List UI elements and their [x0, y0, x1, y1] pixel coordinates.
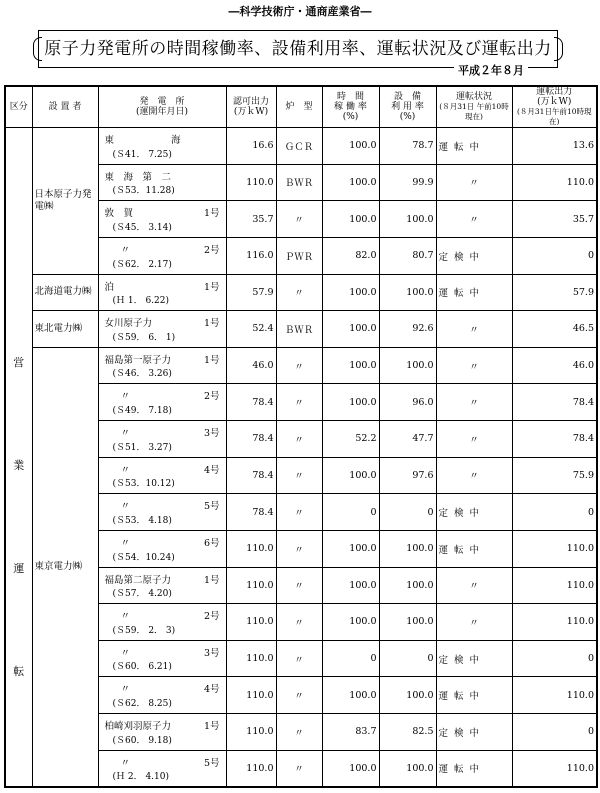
- plant-cell: [98, 237, 226, 274]
- plant-name: 〃: [120, 647, 131, 659]
- util-rate-cell: 82.5: [379, 714, 436, 751]
- header-plant-label: 発 電 所: [139, 97, 185, 107]
- status-cell: 〃: [436, 567, 512, 604]
- status-cell: 定検中: [436, 640, 512, 677]
- util-rate-cell: 100.0: [379, 274, 436, 311]
- plant-unit: 1号: [203, 318, 220, 330]
- capacity-cell: 116.0: [226, 237, 276, 274]
- header-time-rate-label: 時 間: [336, 92, 364, 102]
- util-rate-cell: 47.7: [379, 421, 436, 458]
- plant-cell: [98, 494, 226, 531]
- reactor-cell: ＧＣＲ: [276, 128, 322, 165]
- reactor-cell: 〃: [276, 274, 322, 311]
- reactor-cell: 〃: [276, 347, 322, 384]
- capacity-cell: 110.0: [226, 750, 276, 787]
- plant-date: (Ｓ59． 2． 3): [112, 625, 176, 636]
- plant-date: (Ｓ49． 7.18): [112, 406, 172, 416]
- output-cell: 46.5: [512, 311, 597, 348]
- header-time-rate-unit: (%): [342, 112, 359, 122]
- plant-date: (Ｓ60． 9.18): [112, 735, 172, 746]
- header-capacity-label: 認可出力: [232, 97, 269, 107]
- plant-date: (Ｓ60． 6.21): [112, 662, 172, 673]
- header-util-rate-label: 設 備: [393, 92, 421, 102]
- plant-name: 敦 賀: [104, 208, 134, 220]
- reactor-cell: 〃: [276, 604, 322, 641]
- plant-cell: [98, 567, 226, 604]
- header-status-sub: (８月31日 午前10時現在): [439, 102, 509, 121]
- header-company: 設 置 者: [32, 86, 98, 128]
- util-rate-cell: 80.7: [379, 237, 436, 274]
- output-cell: 0: [512, 494, 597, 531]
- table-row: [5, 311, 597, 348]
- output-cell: 78.4: [512, 384, 597, 421]
- util-rate-cell: 0: [379, 640, 436, 677]
- plant-cell: [98, 347, 226, 384]
- plant-date: (Ｓ62． 8.25): [112, 699, 172, 709]
- header-util-rate-unit: (%): [399, 112, 416, 122]
- kubun-char: 業: [13, 459, 25, 472]
- header-output-label: 運転出力: [536, 87, 573, 97]
- time-rate-cell: 52.2: [322, 421, 379, 458]
- util-rate-cell: 0: [379, 494, 436, 531]
- time-rate-cell: 100.0: [322, 347, 379, 384]
- plant-date: (Ｓ54．10.24): [112, 552, 175, 563]
- time-rate-cell: 0: [322, 494, 379, 531]
- reactor-cell: 〃: [276, 640, 322, 677]
- status-cell: 運転中: [436, 530, 512, 567]
- plant-name: 東 海: [104, 135, 181, 146]
- status-cell: 運転中: [436, 274, 512, 311]
- status-cell: 〃: [436, 457, 512, 494]
- util-rate-cell: 92.6: [379, 311, 436, 348]
- plant-cell: [98, 164, 226, 201]
- util-rate-cell: 96.0: [379, 384, 436, 421]
- header-status: [436, 86, 512, 128]
- company-cell: 東京電力㈱: [32, 347, 98, 787]
- capacity-cell: 110.0: [226, 640, 276, 677]
- status-cell: 〃: [436, 421, 512, 458]
- capacity-cell: 57.9: [226, 274, 276, 311]
- plant-unit: 1号: [203, 208, 220, 220]
- plant-cell: [98, 750, 226, 787]
- plant-date: (Ｈ 2． 4.10): [112, 772, 170, 782]
- time-rate-cell: 100.0: [322, 604, 379, 641]
- time-rate-cell: 83.7: [322, 714, 379, 751]
- status-cell: 運転中: [436, 750, 512, 787]
- reactor-cell: 〃: [276, 714, 322, 751]
- reactor-cell: 〃: [276, 677, 322, 714]
- status-cell: 〃: [436, 384, 512, 421]
- plant-unit: 5号: [203, 501, 220, 513]
- capacity-cell: 78.4: [226, 384, 276, 421]
- output-cell: 35.7: [512, 201, 597, 238]
- plant-unit: 2号: [203, 611, 220, 623]
- header-util-rate-label2: 利 用 率: [391, 102, 424, 112]
- plant-name: 女川原子力: [104, 318, 153, 330]
- plant-unit: 1号: [203, 574, 220, 586]
- capacity-cell: 110.0: [226, 677, 276, 714]
- status-cell: 定検中: [436, 714, 512, 751]
- time-rate-cell: 100.0: [322, 567, 379, 604]
- output-cell: 110.0: [512, 677, 597, 714]
- agency-line: ―科学技術庁・通商産業省―: [228, 5, 372, 18]
- plant-date: (Ｓ62． 2.17): [112, 259, 172, 270]
- plant-date: (Ｓ59． 6． 1): [112, 332, 176, 343]
- time-rate-cell: 100.0: [322, 274, 379, 311]
- reactor-cell: ＢＷＲ: [276, 164, 322, 201]
- time-rate-cell: 100.0: [322, 677, 379, 714]
- output-cell: 46.0: [512, 347, 597, 384]
- util-rate-cell: 100.0: [379, 604, 436, 641]
- plant-unit: 6号: [203, 537, 220, 549]
- plant-unit: 2号: [203, 244, 220, 256]
- plant-name: 〃: [120, 684, 131, 696]
- plant-table: [4, 85, 598, 788]
- status-cell: 〃: [436, 604, 512, 641]
- plant-cell: [98, 201, 226, 238]
- util-rate-cell: 100.0: [379, 677, 436, 714]
- header-status-label: 運転状況: [455, 92, 492, 102]
- plant-name: 〃: [120, 428, 131, 439]
- capacity-cell: 46.0: [226, 347, 276, 384]
- company-cell: 東北電力㈱: [32, 311, 98, 348]
- output-cell: 78.4: [512, 421, 597, 458]
- plant-date: (Ｓ45． 3.14): [112, 222, 172, 233]
- table-row: [5, 274, 597, 311]
- capacity-cell: 78.4: [226, 457, 276, 494]
- plant-unit: 5号: [203, 757, 220, 769]
- plant-name: 泊: [104, 281, 115, 293]
- plant-date: (Ｓ46． 3.26): [112, 369, 172, 380]
- output-cell: 110.0: [512, 164, 597, 201]
- header-kubun: 区分: [5, 86, 32, 128]
- time-rate-cell: 100.0: [322, 128, 379, 165]
- plant-cell: [98, 274, 226, 311]
- capacity-cell: 110.0: [226, 604, 276, 641]
- plant-cell: [98, 604, 226, 641]
- time-rate-cell: 100.0: [322, 750, 379, 787]
- header-time-rate-label2: 稼 働 率: [334, 102, 367, 112]
- plant-date: (Ｈ 1． 6.22): [112, 296, 170, 307]
- status-cell: 〃: [436, 201, 512, 238]
- reactor-cell: 〃: [276, 201, 322, 238]
- plant-unit: 2号: [203, 391, 220, 403]
- time-rate-cell: 0: [322, 640, 379, 677]
- capacity-cell: 110.0: [226, 714, 276, 751]
- table-body: [5, 128, 597, 788]
- plant-name: 〃: [120, 537, 131, 549]
- header-plant: [98, 86, 226, 128]
- output-cell: 57.9: [512, 274, 597, 311]
- plant-name: 〃: [120, 244, 131, 256]
- output-cell: 75.9: [512, 457, 597, 494]
- plant-name: 福島第二原子力: [104, 574, 172, 586]
- output-cell: 110.0: [512, 567, 597, 604]
- util-rate-cell: 100.0: [379, 530, 436, 567]
- reactor-cell: 〃: [276, 567, 322, 604]
- header-reactor: 炉 型: [276, 86, 322, 128]
- plant-unit: 3号: [203, 647, 220, 659]
- capacity-cell: 16.6: [226, 128, 276, 165]
- kubun-cell: [5, 128, 32, 788]
- capacity-cell: 110.0: [226, 164, 276, 201]
- header-row: [5, 86, 597, 128]
- plant-name: 〃: [120, 464, 131, 476]
- plant-date: (Ｓ57． 4.20): [112, 589, 172, 600]
- plant-unit: 1号: [203, 354, 220, 366]
- util-rate-cell: 100.0: [379, 567, 436, 604]
- status-cell: 運転中: [436, 677, 512, 714]
- util-rate-cell: 78.7: [379, 128, 436, 165]
- plant-unit: 3号: [203, 428, 220, 439]
- reactor-cell: 〃: [276, 530, 322, 567]
- plant-unit: 4号: [203, 684, 220, 696]
- plant-unit: 1号: [203, 721, 220, 732]
- status-cell: 〃: [436, 347, 512, 384]
- output-cell: 13.6: [512, 128, 597, 165]
- plant-name: 〃: [120, 611, 131, 623]
- time-rate-cell: 100.0: [322, 384, 379, 421]
- time-rate-cell: 100.0: [322, 311, 379, 348]
- header-capacity: [226, 86, 276, 128]
- plant-cell: [98, 311, 226, 348]
- kubun-char: 転: [13, 665, 25, 678]
- header-plant-sub: (運開年月日): [135, 107, 189, 117]
- status-cell: 〃: [436, 311, 512, 348]
- reactor-cell: 〃: [276, 384, 322, 421]
- plant-cell: [98, 530, 226, 567]
- plant-date: (Ｓ53．10.12): [112, 479, 175, 490]
- table-row: [5, 128, 597, 165]
- plant-name: 東 海 第 二: [104, 171, 172, 183]
- output-cell: 110.0: [512, 750, 597, 787]
- output-cell: 0: [512, 237, 597, 274]
- header-capacity-unit: (万ｋW): [233, 107, 269, 117]
- plant-name: 〃: [120, 501, 131, 513]
- capacity-cell: 78.4: [226, 494, 276, 531]
- status-cell: 定検中: [436, 494, 512, 531]
- plant-date: (Ｓ51． 3.27): [112, 442, 172, 453]
- capacity-cell: 78.4: [226, 421, 276, 458]
- reactor-cell: ＢＷＲ: [276, 311, 322, 348]
- plant-date: (Ｓ41． 7.25): [112, 149, 172, 160]
- time-rate-cell: 100.0: [322, 164, 379, 201]
- header-output: [512, 86, 597, 128]
- company-cell: 日本原子力発電㈱: [32, 128, 98, 275]
- plant-cell: [98, 677, 226, 714]
- plant-name: 福島第一原子力: [104, 354, 172, 366]
- output-cell: 0: [512, 714, 597, 751]
- report-date: 平成２年８月: [454, 62, 528, 78]
- status-cell: 〃: [436, 164, 512, 201]
- kubun-char: 営: [13, 356, 25, 369]
- output-cell: 110.0: [512, 530, 597, 567]
- plant-name: 〃: [120, 757, 131, 769]
- plant-date: (Ｓ53．11.28): [112, 186, 175, 197]
- time-rate-cell: 82.0: [322, 237, 379, 274]
- header-time-rate: [322, 86, 379, 128]
- plant-cell: [98, 457, 226, 494]
- header-util-rate: [379, 86, 436, 128]
- plant-date: (Ｓ53． 4.18): [112, 515, 172, 526]
- plant-name: 柏崎刈羽原子力: [104, 721, 172, 732]
- plant-cell: [98, 421, 226, 458]
- util-rate-cell: 99.9: [379, 164, 436, 201]
- status-cell: 定検中: [436, 237, 512, 274]
- reactor-cell: 〃: [276, 494, 322, 531]
- output-cell: 0: [512, 640, 597, 677]
- util-rate-cell: 97.6: [379, 457, 436, 494]
- plant-cell: [98, 714, 226, 751]
- reactor-cell: 〃: [276, 421, 322, 458]
- plant-unit: 4号: [203, 464, 220, 476]
- company-cell: 北海道電力㈱: [32, 274, 98, 311]
- header-output-sub: (８月31日午前10時現在): [516, 107, 592, 126]
- reactor-cell: 〃: [276, 750, 322, 787]
- plant-cell: [98, 128, 226, 165]
- time-rate-cell: 100.0: [322, 457, 379, 494]
- util-rate-cell: 100.0: [379, 201, 436, 238]
- capacity-cell: 110.0: [226, 567, 276, 604]
- page-title: 原子力発電所の時間稼働率、設備利用率、運転状況及び運転出力: [44, 39, 552, 59]
- time-rate-cell: 100.0: [322, 201, 379, 238]
- table-row: [5, 347, 597, 384]
- reactor-cell: ＰＷＲ: [276, 237, 322, 274]
- plant-unit: 1号: [203, 281, 220, 293]
- reactor-cell: 〃: [276, 457, 322, 494]
- plant-name: 〃: [120, 391, 131, 403]
- util-rate-cell: 100.0: [379, 347, 436, 384]
- util-rate-cell: 100.0: [379, 750, 436, 787]
- time-rate-cell: 100.0: [322, 530, 379, 567]
- header-output-unit: (万ｋW): [537, 97, 572, 107]
- capacity-cell: 35.7: [226, 201, 276, 238]
- plant-cell: [98, 640, 226, 677]
- plant-cell: [98, 384, 226, 421]
- capacity-cell: 110.0: [226, 530, 276, 567]
- status-cell: 運転中: [436, 128, 512, 165]
- kubun-char: 運: [13, 562, 25, 575]
- output-cell: 110.0: [512, 604, 597, 641]
- capacity-cell: 52.4: [226, 311, 276, 348]
